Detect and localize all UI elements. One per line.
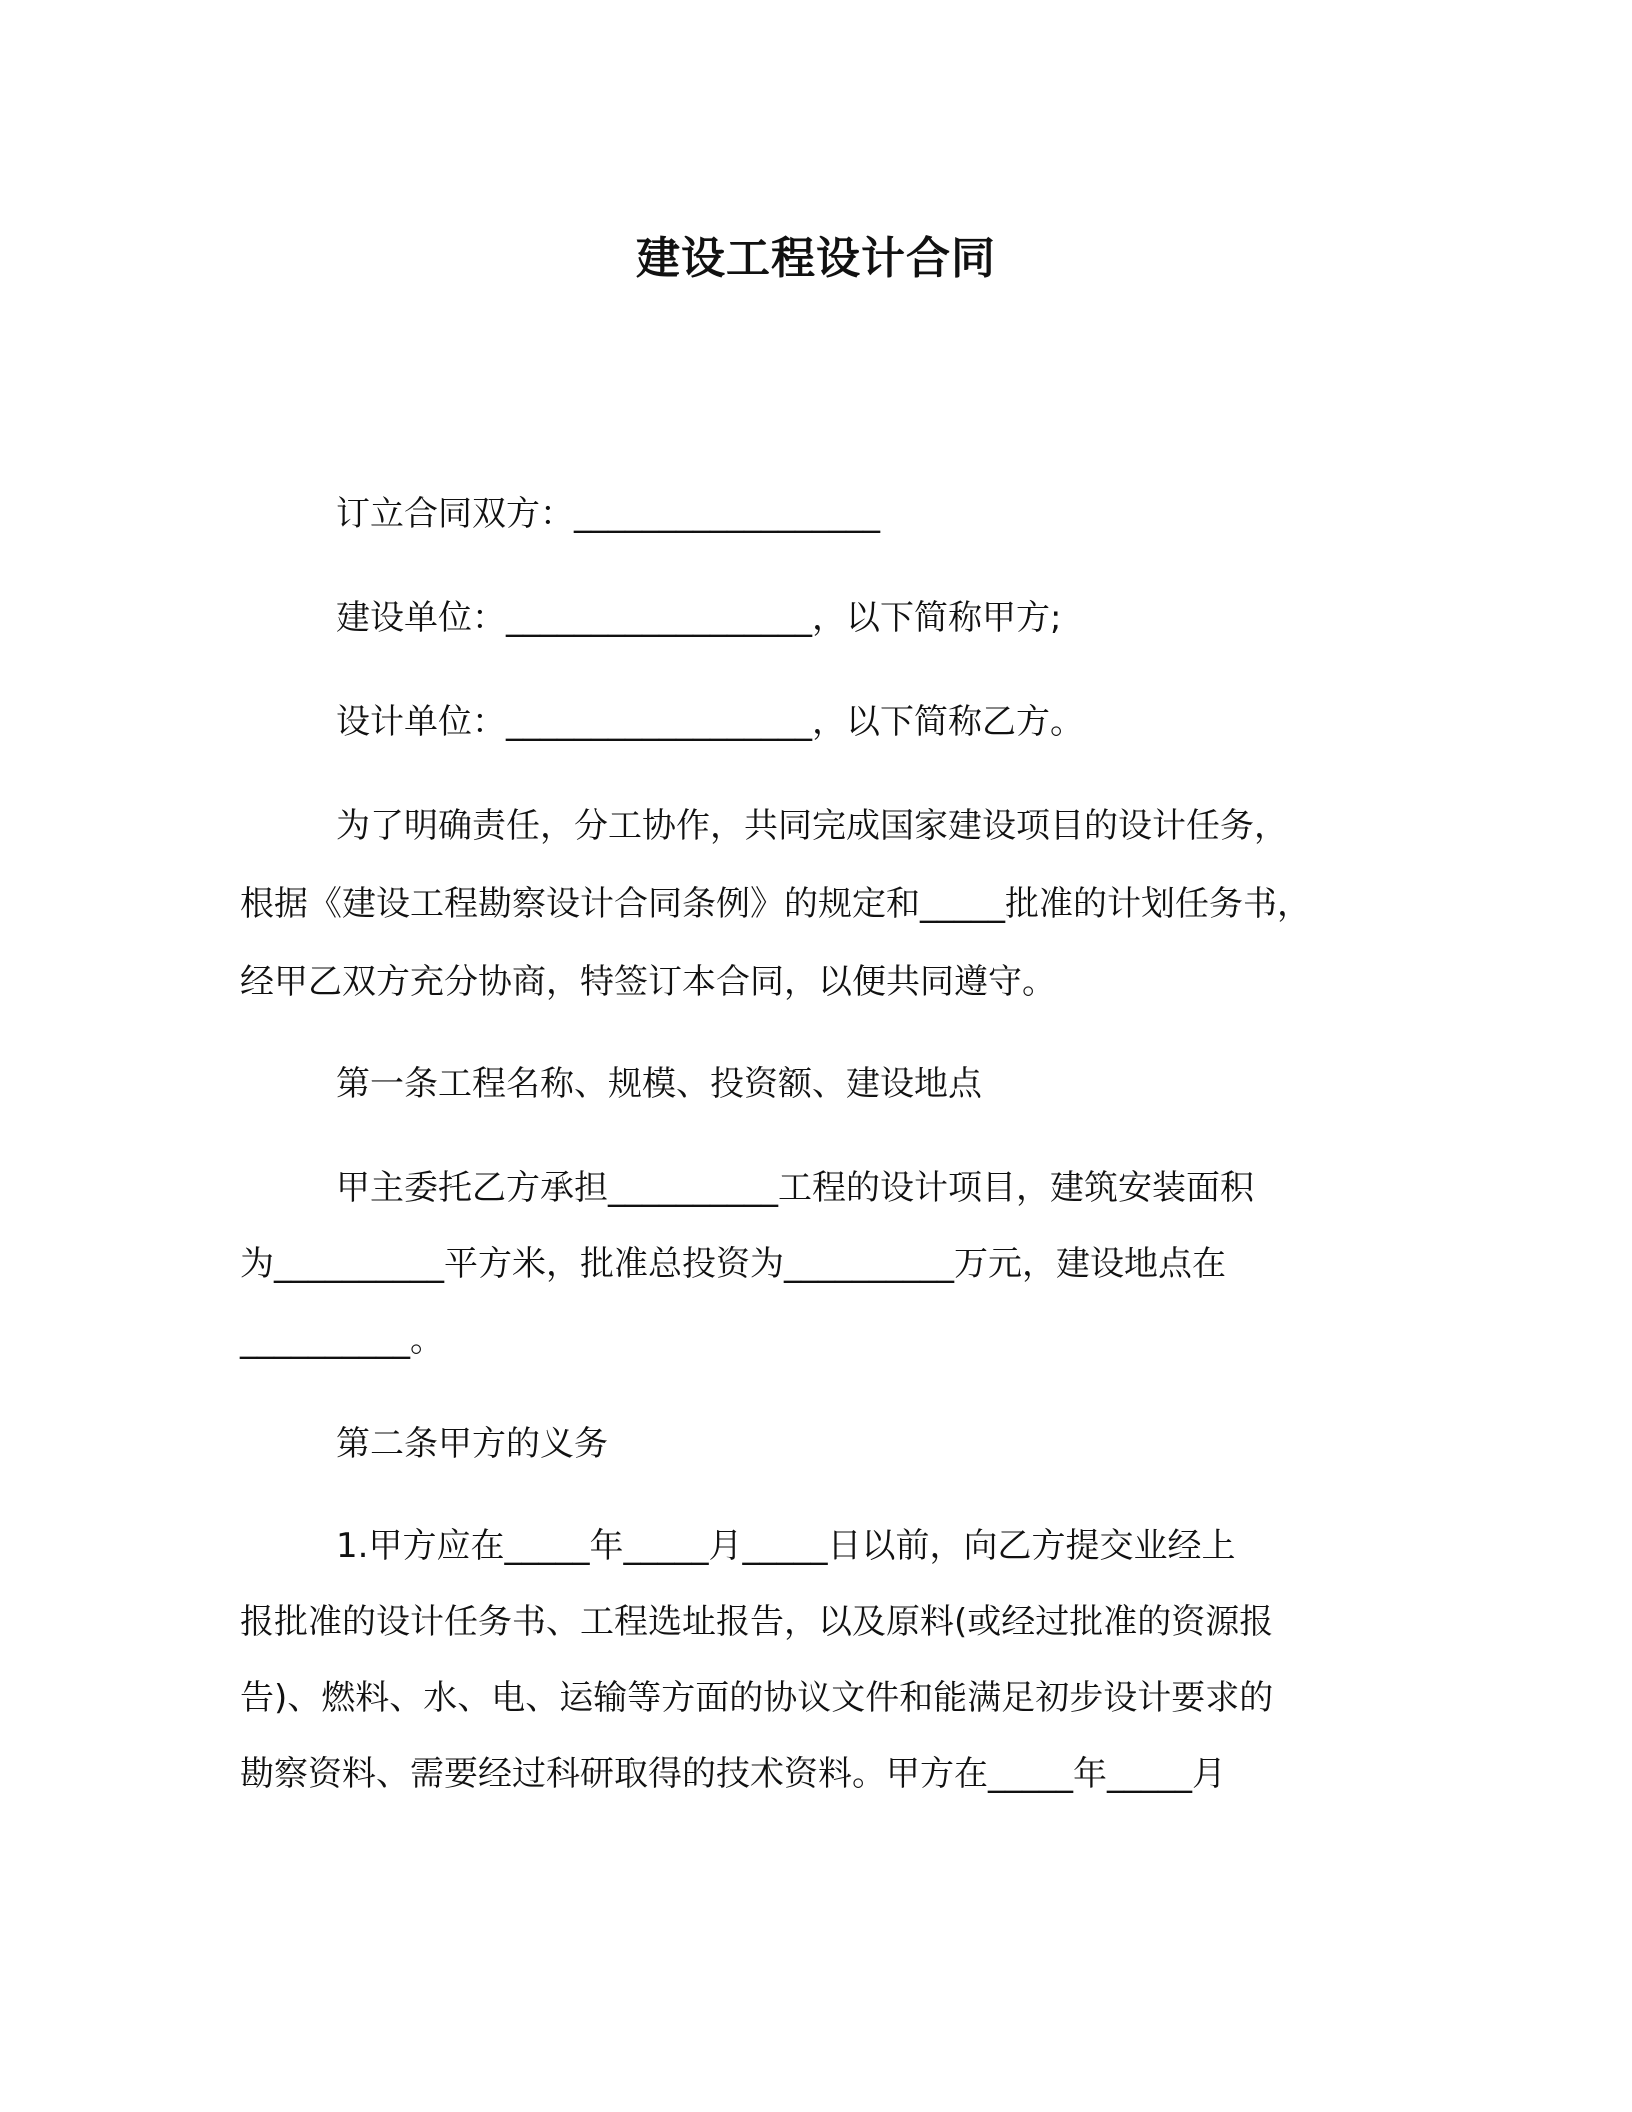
paragraph-line: 订立合同双方：__________________ [336,494,880,534]
paragraph-line: 甲主委托乙方承担__________工程的设计项目，建筑安装面积 [336,1168,1254,1208]
paragraph-line: __________。 [240,1320,444,1360]
paragraph-line: 为了明确责任，分工协作，共同完成国家建设项目的设计任务， [336,806,1288,846]
paragraph-line: 1.甲方应在_____年_____月_____日以前，向乙方提交业经上 [336,1526,1236,1566]
paragraph-line: 根据《建设工程勘察设计合同条例》的规定和_____批准的计划任务书， [240,884,1311,924]
document-title: 建设工程设计合同 [636,233,996,284]
section-heading: 第二条甲方的义务 [336,1424,608,1464]
paragraph-line: 为__________平方米，批准总投资为__________万元，建设地点在 [240,1244,1226,1284]
paragraph-line: 报批准的设计任务书、工程选址报告，以及原料(或经过批准的资源报 [240,1602,1274,1642]
paragraph-line: 建设单位：__________________，以下简称甲方; [336,598,1062,638]
paragraph-line: 设计单位：__________________，以下简称乙方。 [336,702,1084,742]
section-heading: 第一条工程名称、规模、投资额、建设地点 [336,1064,982,1104]
paragraph-line: 勘察资料、需要经过科研取得的技术资料。甲方在_____年_____月 [240,1754,1226,1794]
paragraph-line: 告)、燃料、水、电、运输等方面的协议文件和能满足初步设计要求的 [240,1678,1274,1718]
paragraph-line: 经甲乙双方充分协商，特签订本合同，以便共同遵守。 [240,962,1056,1002]
